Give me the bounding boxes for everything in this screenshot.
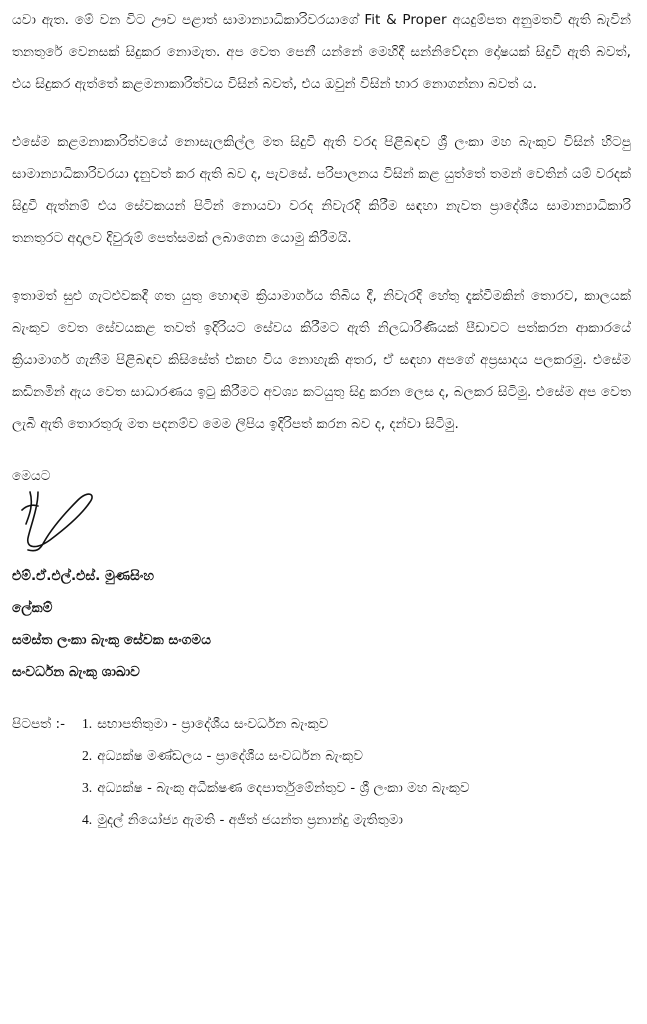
copies-section xyxy=(12,708,631,836)
copy-item: 4. මුදල් නියෝජ්‍ය ඇමති - අජිත් ජයන්ත ප්‍රනාන්දු මැතිතුමා xyxy=(82,812,403,828)
copy-item: 3. අධ්‍යක්ෂ - බැංකු අධීක්ෂණ දෙපාර්තුමේන්තුව - ශ්‍රී ලංකා මහ බැංකුව xyxy=(82,780,470,796)
handwritten-signature xyxy=(16,488,106,556)
copy-item: 1. සභාපතිතුමා - ප්‍රාදේශීය සංවර්ධන බැංකුව xyxy=(82,716,329,732)
copies-list xyxy=(82,708,470,836)
closing-salutation: මෙයට xyxy=(12,468,51,484)
signatory-block xyxy=(12,560,631,688)
signatory-name: එම්.ඒ.එල්.එස්. මුණසිංහ xyxy=(12,568,155,584)
letter-paragraph-2: එසේම කළමනාකාරිත්වයේ නොසැලකිල්ල මත සිදුවී ඇති වරද පිළිබඳව ශ්‍රී ලංකා මහ බැංකුව විසින් හිටපු සාමාන්‍යාධිකාරිවරයා දැනුවත් කර ඇති බව ද, පැවසේ. පරිපාලනය විසින් කළ යුත්තේ තමන් වෙතින් යම් වරදක් සිදුවී ඇත්නම් එය සේවකයන් පිටින් නොයවා වරද නිවැරදි කිරීම සඳහා නැවත ප්‍රාදේශීය සාමාන්‍යාධිකාරි තනතුරට අදාලව දිවුරුම් පෙත්සමක් ලබාගෙන යොමු කිරීමයි. xyxy=(12,134,631,246)
letter-paragraph-3: ඉතාමත් සුළු ගැටළුවකදී ගත යුතු හොඳම ක්‍රියාමාර්ගය තිබිය දී, නිවැරදි හේතු දැක්වීමකින් තොරව, කාලයක් බැංකුව වෙත සේවයකළ තවත් ඉදිරියට සේවය කිරීමට ඇති නිලධාරිණියක් පීඩාවට පත්කරන ආකාරයේ ක්‍රියාමාර්ග ගැනීම පිළිබඳව කිසිසේත් එකඟ විය නොහැකි අතර, ඒ සඳහා අපගේ අප්‍රසාදය පලකරමු. එසේම කඩිනමින් ඇය වෙත සාධාරණය ඉටු කිරීමට අවශ්‍ය කටයුතු සිදු කරන ලෙස ද, බලකර සිටිමු. එසේම අප වෙත ලැබී ඇති තොරතුරු මත පදනම්ව මෙම ලිපිය ඉදිරිපත් කරන බව ද, දන්වා සිටිමු. xyxy=(12,288,631,432)
copies-label: පිටපත් :- xyxy=(12,716,66,732)
letter-paragraph-1: යවා ඇත. මේ වන විට ඌව පළාත් සාමාන්‍යාධිකාරිවරයාගේ Fit & Proper අයදුම්පත අනුමතවී ඇති බැවින් තනතුරේ වෙනසක් සිදුකර නොමැත. අප වෙත පෙනී යන්නේ මෙහිදී සන්නිවේදන දෝෂයක් සිදුවී ඇති බවත්, එය සිදුකර ඇත්තේ කළමනාකාරිත්වය විසින් බවත්, එය ඔවුන් විසින් භාර නොගන්නා බවත් ය. xyxy=(12,12,631,92)
signatory-organization: සමස්ත ලංකා බැංකු සේවක සංගමය xyxy=(12,632,211,648)
copy-item: 2. අධ්‍යක්ෂ මණ්ඩලය - ප්‍රාදේශීය සංවර්ධන බැංකුව xyxy=(82,748,363,764)
signatory-title: ලේකම් xyxy=(12,600,53,616)
signatory-branch: සංවර්ධන බැංකු ශාඛාව xyxy=(12,664,140,680)
